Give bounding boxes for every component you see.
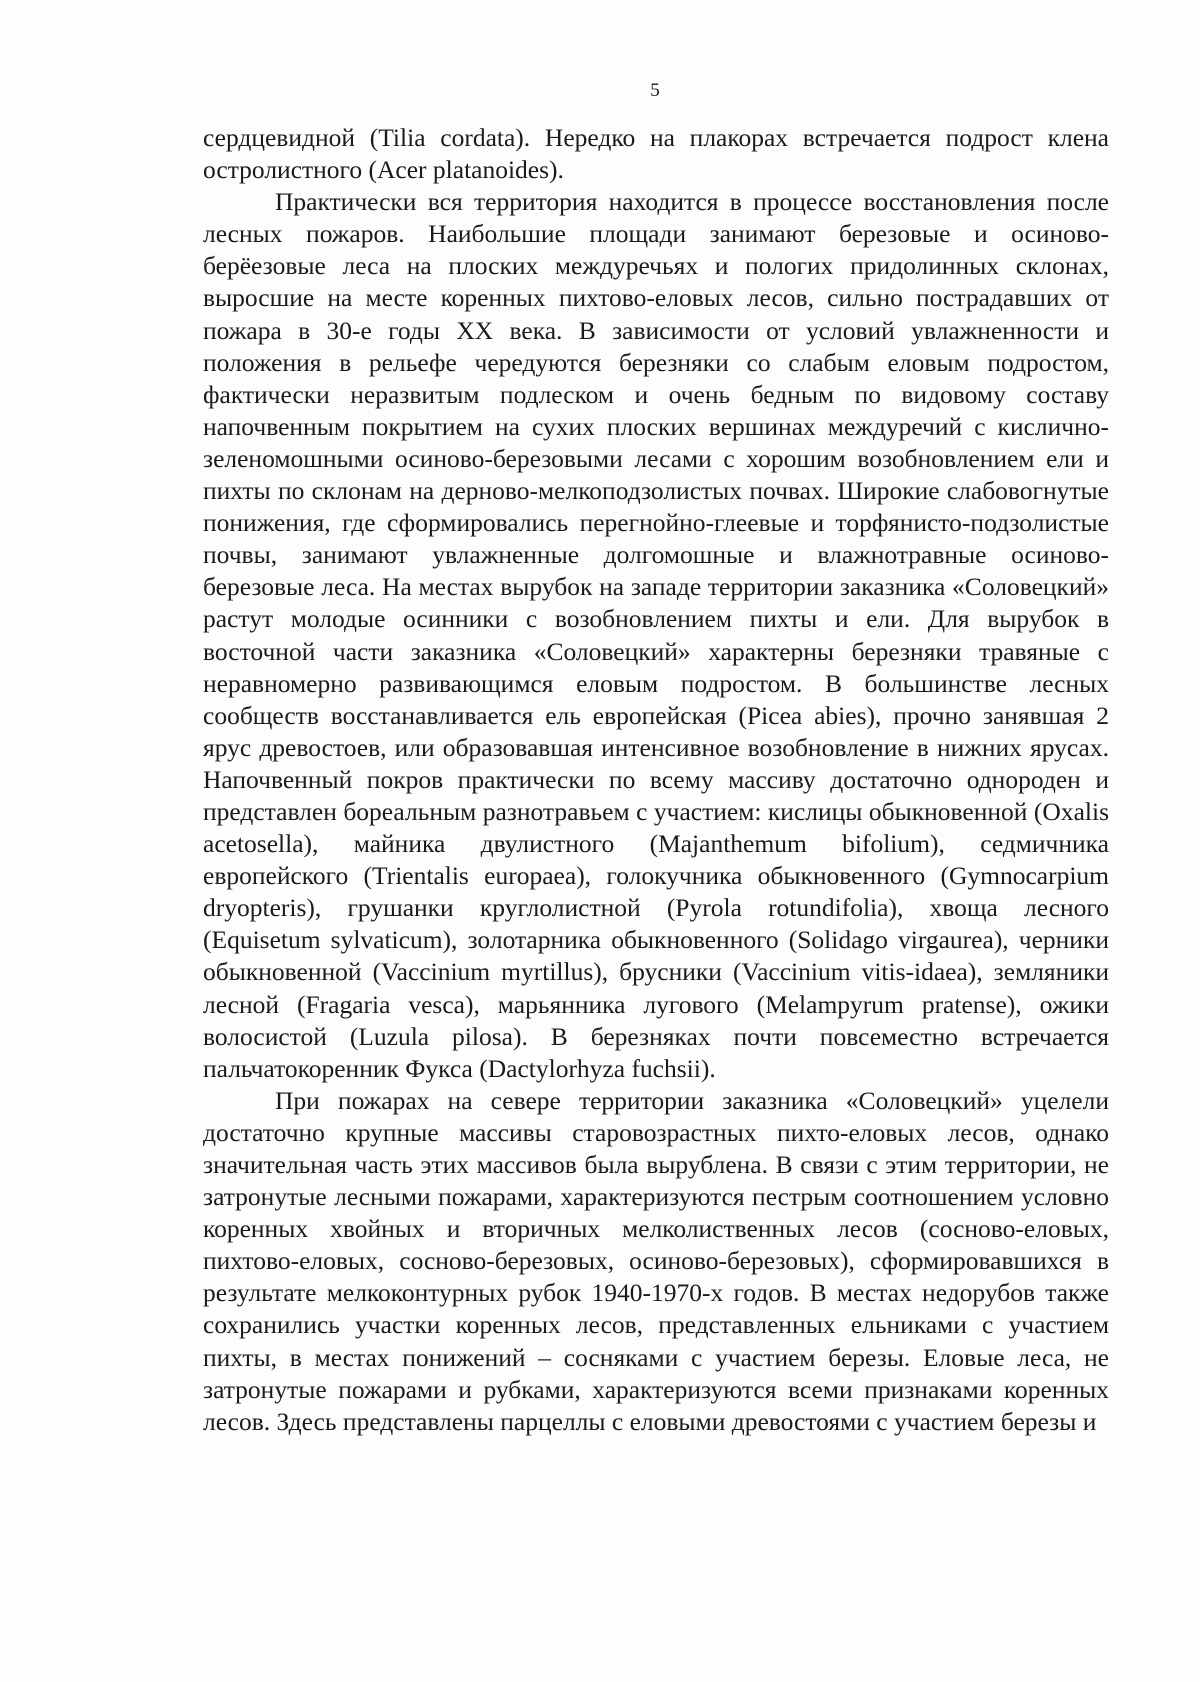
paragraph-3: При пожарах на севере территории заказника «Соловецкий» уцелели достаточно крупные массивы старовозрастных пихто-еловых лесов, однако значительная часть этих массивов была вырублена. В связи с этим территории, не затронутые лесными пожарами, характеризуются пестрым соотношением условно коренных хвойных и вторичных мелколиственных лесов (сосново-еловых, пихтово-еловых, сосново-березовых, осиново-березовых), сформировавшихся в результате мелкоконтурных рубок 1940-1970-х годов. В местах недорубов также сохранились участки коренных лесов, представленных ельниками с участием пихты, в местах понижений – сосняками с участием березы. Еловые леса, не затронутые пожарами и рубками, характеризуются всеми признаками коренных лесов. Здесь представлены парцеллы с еловыми древостоями с участием березы и bbox=[203, 1085, 1109, 1436]
paragraph-1: сердцевидной (Tilia cordata). Нередко на плакорах встречается подрост клена остролистного (Acer platanoides). bbox=[203, 123, 1109, 185]
paragraph-2: Практически вся территория находится в процессе восстановления после лесных пожаров. Наибольшие площади занимают березовые и осиново-берёезовые леса на плоских междуречьях и пологих придолинных склонах, выросшие на месте коренных пихтово-еловых лесов, сильно пострадавших от пожара в 30-е годы XX века. В зависимости от условий увлажненности и положения в рельефе чередуются березняки со слабым еловым подростом, фактически неразвитым подлеском и очень бедным по видовому составу напочвенным покрытием на сухих плоских вершинах междуречий с кислично-зеленомошными осиново-березовыми лесами с хорошим возобновлением ели и пихты по склонам на дерново-мелкоподзолистых почвах. Широкие слабовогнутые понижения, где сформировались перегнойно-глеевые и торфянисто-подзолистые почвы, занимают увлажненные долгомошные и влажнотравные осиново-березовые леса. На местах вырубок на западе территории заказника «Соловецкий» растут молодые осинники с возобновлением пихты и ели. Для вырубок в восточной части заказника «Соловецкий» характерны березняки травяные с неравномерно развивающимся еловым подростом. В большинстве лесных сообществ восстанавливается ель европейская (Picea abies), прочно занявшая 2 ярус древостоев, или образовавшая интенсивное возобновление в нижних ярусах. Напочвенный покров практически по всему массиву достаточно однороден и представлен бореальным разнотравьем с участием: кислицы обыкновенной (Oxalis acetosella), майника двулистного (Majanthemum bifolium), седмичника европейского (Trientalis europaea), голокучника обыкновенного (Gymnocarpium dryopteris), грушанки круглолистной (Pyrola rotundifolia), хвоща лесного (Equisetum sylvaticum), золотарника обыкновенного (Solidago virgaurea), черники обыкновенной (Vaccinium myrtillus), брусники (Vaccinium vitis-idaea), земляники лесной (Fragaria vesca), марьянника лугового (Melampyrum pratense), ожики волосистой (Luzula pilosa). В березняках почти повсеместно встречается пальчатокоренник Фукса (Dactylorhyza fuchsii). bbox=[203, 187, 1109, 1083]
body-text bbox=[203, 122, 1109, 1438]
page-number: 5 bbox=[650, 80, 660, 101]
